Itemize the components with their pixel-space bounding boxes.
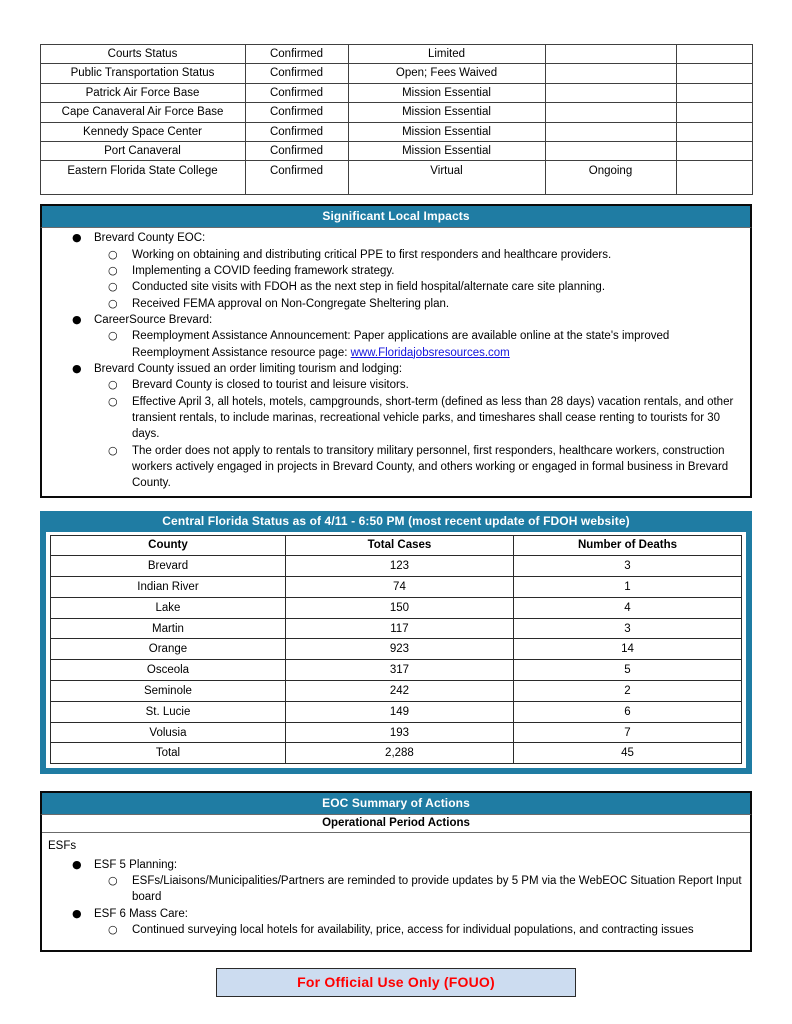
county-name: Volusia xyxy=(51,722,286,743)
facility-extra xyxy=(545,64,676,83)
hollow-bullet-icon: ○ xyxy=(108,329,118,343)
facility-detail: Limited xyxy=(348,45,545,64)
facility-status: Confirmed xyxy=(245,122,348,141)
facility-detail: Virtual xyxy=(348,161,545,195)
facility-extra2 xyxy=(676,103,752,122)
list-item xyxy=(42,312,750,328)
column-header-number-of-deaths: Number of Deaths xyxy=(513,535,741,556)
facility-detail: Mission Essential xyxy=(348,83,545,102)
county-deaths: 45 xyxy=(513,743,741,764)
central-florida-status-section xyxy=(40,511,752,775)
table-row xyxy=(51,597,742,618)
list-item xyxy=(42,247,750,263)
significant-local-impacts-section xyxy=(40,204,752,497)
list-item xyxy=(42,922,750,938)
central-florida-table-body xyxy=(51,556,742,764)
spacer xyxy=(0,774,792,791)
impacts-list xyxy=(42,228,750,495)
facility-status: Confirmed xyxy=(245,83,348,102)
facility-extra2 xyxy=(676,64,752,83)
list-item-label: Effective April 3, all hotels, motels, campgrounds, short-term (defined as less than 28 days) vacation rentals, and other transient rentals, to include marinas, recreational vehicle parks, and timeshares shall cease renting to tourists for 30 days. xyxy=(132,395,734,441)
facility-detail: Mission Essential xyxy=(348,141,545,160)
county-cases: 317 xyxy=(285,660,513,681)
facility-status: Confirmed xyxy=(245,64,348,83)
county-deaths: 7 xyxy=(513,722,741,743)
county-deaths: 6 xyxy=(513,701,741,722)
county-deaths: 14 xyxy=(513,639,741,660)
list-item xyxy=(42,230,750,246)
facility-status: Confirmed xyxy=(245,45,348,64)
facility-extra2 xyxy=(676,83,752,102)
bullet-icon: ● xyxy=(72,906,82,920)
table-row xyxy=(40,45,752,64)
hollow-bullet-icon: ○ xyxy=(108,922,118,936)
hollow-bullet-icon: ○ xyxy=(108,296,118,310)
list-item xyxy=(42,279,750,295)
county-cases: 923 xyxy=(285,639,513,660)
central-florida-table-head xyxy=(51,535,742,556)
list-item-label: ESF 5 Planning: xyxy=(94,858,178,871)
facility-detail: Mission Essential xyxy=(348,122,545,141)
list-item-label: Conducted site visits with FDOH as the next step in field hospital/alternate care site planning. xyxy=(132,281,606,294)
county-cases: 117 xyxy=(285,618,513,639)
table-row xyxy=(51,701,742,722)
county-deaths: 2 xyxy=(513,681,741,702)
facility-name: Public Transportation Status xyxy=(40,64,245,83)
list-item-label: ESFs/Liaisons/Municipalities/Partners are reminded to provide updates by 5 PM via the WebEOC Situation Report Input board xyxy=(132,874,742,904)
eoc-summary-section xyxy=(40,791,752,952)
facility-status-table xyxy=(40,44,753,195)
column-header-county: County xyxy=(51,535,286,556)
county-cases: 2,288 xyxy=(285,743,513,764)
list-item-label xyxy=(132,328,750,361)
county-deaths: 1 xyxy=(513,577,741,598)
central-florida-table xyxy=(50,535,742,765)
list-item-label: The order does not apply to rentals to transitory military personnel, first responders, healthcare workers, construction workers actively engaged in projects in Brevard County, and others working or engaged in formal business in Brevard County. xyxy=(132,444,729,490)
list-item xyxy=(42,906,750,922)
county-cases: 242 xyxy=(285,681,513,702)
list-item-label: Continued surveying local hotels for availability, price, access for individual populations, and contracting issues xyxy=(132,923,694,936)
footer xyxy=(0,968,792,997)
hollow-bullet-icon: ○ xyxy=(108,394,118,408)
list-item xyxy=(42,361,750,377)
list-item-label: Brevard County issued an order limiting tourism and lodging: xyxy=(94,362,403,375)
facility-name: Eastern Florida State College xyxy=(40,161,245,195)
list-item-label: Implementing a COVID feeding framework strategy. xyxy=(132,264,395,277)
hollow-bullet-icon: ○ xyxy=(108,247,118,261)
impacts-body xyxy=(40,227,752,497)
county-cases: 74 xyxy=(285,577,513,598)
spacer xyxy=(0,498,792,511)
facility-extra xyxy=(545,45,676,64)
table-row xyxy=(40,161,752,195)
hollow-bullet-icon: ○ xyxy=(108,378,118,392)
list-item-label: CareerSource Brevard: xyxy=(94,313,213,326)
bullet-icon: ● xyxy=(72,231,82,245)
list-item xyxy=(42,394,750,443)
facility-extra2 xyxy=(676,141,752,160)
bullet-icon: ● xyxy=(72,361,82,375)
eoc-list xyxy=(42,855,750,943)
column-header-total-cases: Total Cases xyxy=(285,535,513,556)
table-row xyxy=(51,577,742,598)
county-deaths: 5 xyxy=(513,660,741,681)
county-cases: 149 xyxy=(285,701,513,722)
spacer xyxy=(0,195,792,204)
facility-extra xyxy=(545,103,676,122)
facility-name: Patrick Air Force Base xyxy=(40,83,245,102)
county-name: Indian River xyxy=(51,577,286,598)
fouo-banner: For Official Use Only (FOUO) xyxy=(216,968,576,997)
county-deaths: 4 xyxy=(513,597,741,618)
county-name: Osceola xyxy=(51,660,286,681)
table-row-total xyxy=(51,743,742,764)
facility-status: Confirmed xyxy=(245,103,348,122)
facility-status: Confirmed xyxy=(245,161,348,195)
list-item-label: Brevard County is closed to tourist and leisure visitors. xyxy=(132,379,409,392)
facility-name: Courts Status xyxy=(40,45,245,64)
table-row xyxy=(51,722,742,743)
county-name: Martin xyxy=(51,618,286,639)
facility-extra2 xyxy=(676,161,752,195)
facility-name: Cape Canaveral Air Force Base xyxy=(40,103,245,122)
list-item-label: Working on obtaining and distributing critical PPE to first responders and healthcare providers. xyxy=(132,248,612,261)
facility-status-section xyxy=(0,0,792,195)
county-name: Lake xyxy=(51,597,286,618)
facility-status-body xyxy=(40,45,752,195)
table-header-row xyxy=(51,535,742,556)
table-row xyxy=(40,122,752,141)
list-item xyxy=(42,328,750,361)
list-item xyxy=(42,263,750,279)
county-name: St. Lucie xyxy=(51,701,286,722)
facility-extra: Ongoing xyxy=(545,161,676,195)
facility-extra xyxy=(545,141,676,160)
list-item xyxy=(42,377,750,393)
county-deaths: 3 xyxy=(513,618,741,639)
table-row xyxy=(51,618,742,639)
facility-extra2 xyxy=(676,122,752,141)
list-item xyxy=(42,296,750,312)
floridajobsresources-link[interactable]: www.Floridajobsresources.com xyxy=(350,346,510,359)
table-row xyxy=(40,103,752,122)
facility-status: Confirmed xyxy=(245,141,348,160)
bullet-icon: ● xyxy=(72,312,82,326)
eoc-header: EOC Summary of Actions xyxy=(40,791,752,814)
county-name: Seminole xyxy=(51,681,286,702)
hollow-bullet-icon: ○ xyxy=(108,873,118,887)
table-row xyxy=(51,660,742,681)
list-item-label: Received FEMA approval on Non-Congregate Sheltering plan. xyxy=(132,297,450,310)
county-cases: 123 xyxy=(285,556,513,577)
list-item xyxy=(42,443,750,492)
county-deaths: 3 xyxy=(513,556,741,577)
county-name: Total xyxy=(51,743,286,764)
table-row xyxy=(40,64,752,83)
table-row xyxy=(51,681,742,702)
central-florida-header: Central Florida Status as of 4/11 - 6:50 PM (most recent update of FDOH website) xyxy=(40,511,752,532)
list-item xyxy=(42,857,750,873)
facility-name: Port Canaveral xyxy=(40,141,245,160)
facility-name: Kennedy Space Center xyxy=(40,122,245,141)
central-florida-table-wrap xyxy=(40,532,752,775)
table-row xyxy=(40,83,752,102)
facility-detail: Open; Fees Waived xyxy=(348,64,545,83)
eoc-section-heading: ESFs xyxy=(48,840,77,853)
bullet-icon: ● xyxy=(72,857,82,871)
list-item xyxy=(42,873,750,906)
county-name: Orange xyxy=(51,639,286,660)
list-item-label: Brevard County EOC: xyxy=(94,232,206,245)
facility-extra2 xyxy=(676,45,752,64)
facility-extra xyxy=(545,122,676,141)
county-name: Brevard xyxy=(51,556,286,577)
impacts-header: Significant Local Impacts xyxy=(40,204,752,227)
hollow-bullet-icon: ○ xyxy=(108,280,118,294)
facility-extra xyxy=(545,83,676,102)
list-item-label: ESF 6 Mass Care: xyxy=(94,907,188,920)
county-cases: 150 xyxy=(285,597,513,618)
hollow-bullet-icon: ○ xyxy=(108,263,118,277)
eoc-subheader: Operational Period Actions xyxy=(42,815,750,833)
table-row xyxy=(40,141,752,160)
county-cases: 193 xyxy=(285,722,513,743)
eoc-body-wrap xyxy=(40,814,752,952)
eoc-body xyxy=(42,833,750,950)
list-item-text: Reemployment Assistance Announcement: Paper applications are available online at the state's improved Reemployment Assistance resource page: xyxy=(132,330,670,359)
hollow-bullet-icon: ○ xyxy=(108,443,118,457)
table-row xyxy=(51,556,742,577)
facility-detail: Mission Essential xyxy=(348,103,545,122)
table-row xyxy=(51,639,742,660)
